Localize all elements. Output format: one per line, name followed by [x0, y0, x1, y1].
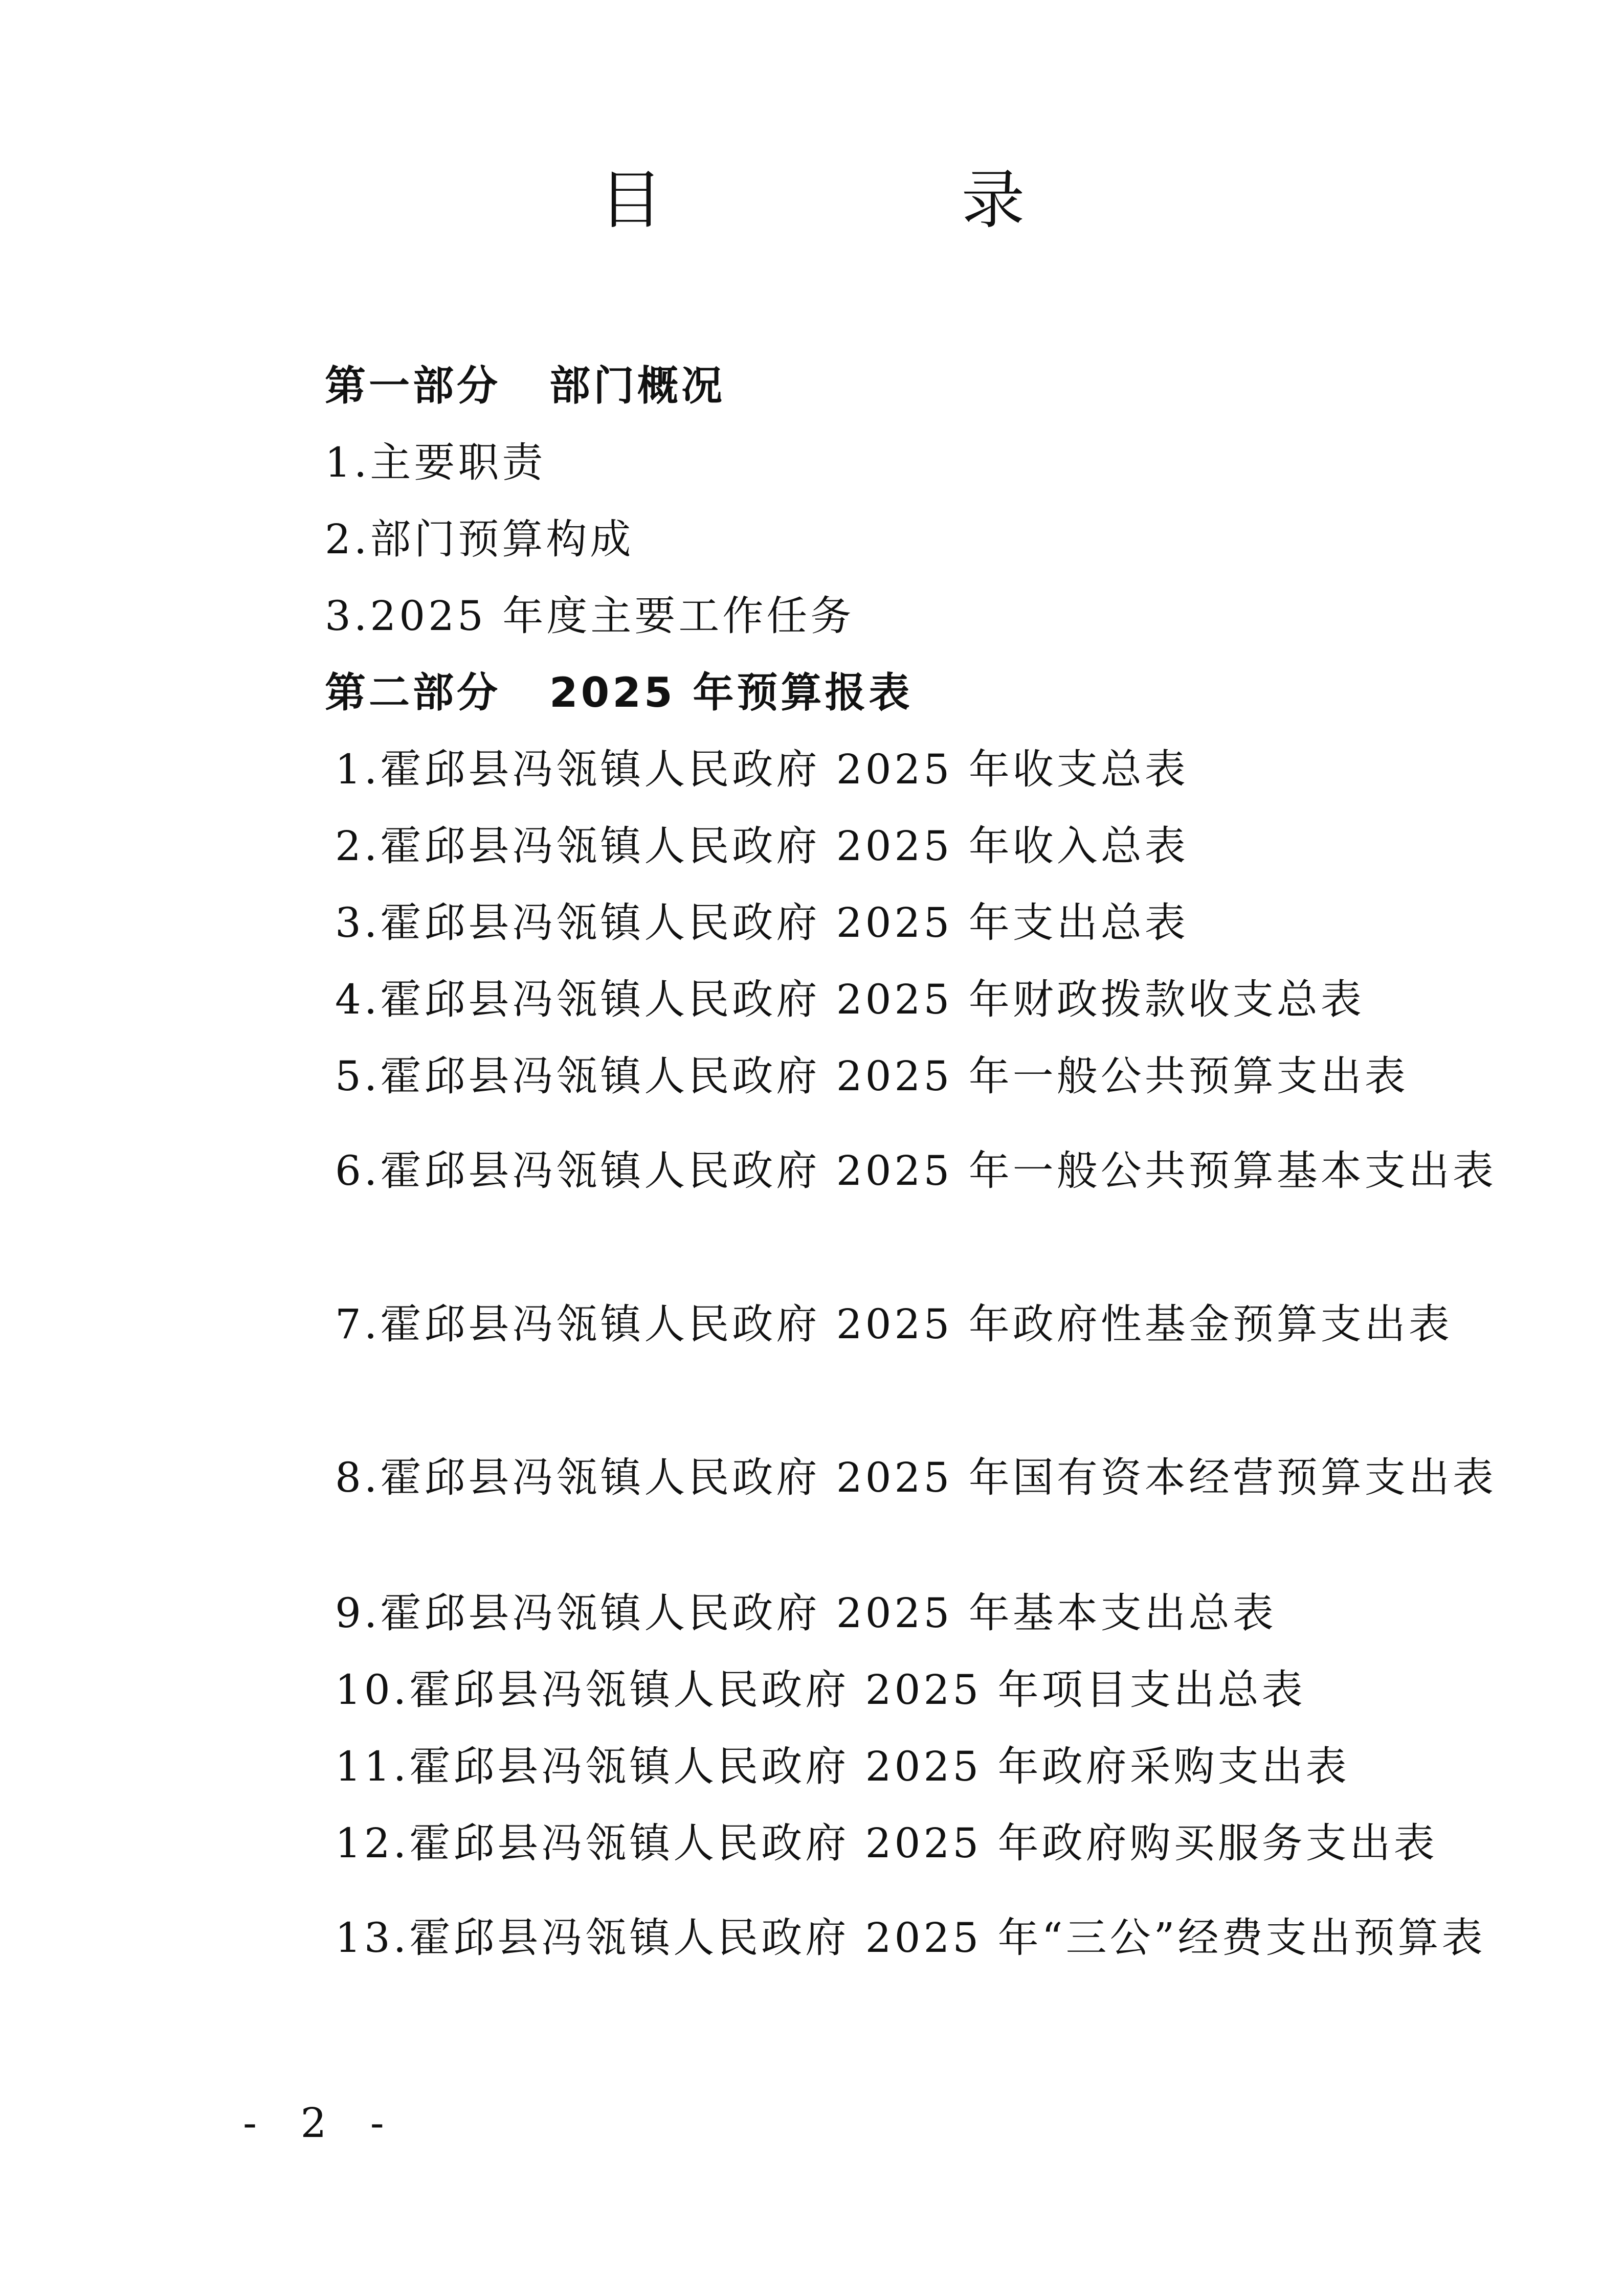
- toc-item-part1-2[interactable]: 2.部门预算构成: [325, 515, 634, 563]
- part2-label: 第二部分: [325, 669, 501, 716]
- part2-title: 2025 年预算报表: [549, 669, 913, 716]
- toc-item-part2-3[interactable]: 3.霍邱县冯瓴镇人民政府 2025 年支出总表: [335, 899, 1189, 947]
- part2-heading[interactable]: [325, 669, 913, 716]
- page-number: - 2 -: [243, 2099, 399, 2147]
- part1-title: 部门概况: [549, 362, 725, 410]
- toc-item-part2-8[interactable]: 8.霍邱县冯瓴镇人民政府 2025 年国有资本经营预算支出表: [335, 1454, 1497, 1501]
- toc-item-part1-3[interactable]: 3.2025 年度主要工作任务: [325, 592, 855, 640]
- toc-item-part2-10[interactable]: 10.霍邱县冯瓴镇人民政府 2025 年项目支出总表: [335, 1666, 1306, 1714]
- toc-item-part2-2[interactable]: 2.霍邱县冯瓴镇人民政府 2025 年收入总表: [335, 822, 1189, 870]
- page-title: 目 录: [599, 164, 1143, 237]
- toc-item-part2-5[interactable]: 5.霍邱县冯瓴镇人民政府 2025 年一般公共预算支出表: [335, 1052, 1409, 1100]
- toc-item-part2-6[interactable]: 6.霍邱县冯瓴镇人民政府 2025 年一般公共预算基本支出表: [335, 1147, 1497, 1195]
- toc-item-part2-9[interactable]: 9.霍邱县冯瓴镇人民政府 2025 年基本支出总表: [335, 1589, 1277, 1637]
- toc-item-part2-4[interactable]: 4.霍邱县冯瓴镇人民政府 2025 年财政拨款收支总表: [335, 976, 1365, 1023]
- toc-item-part2-1[interactable]: 1.霍邱县冯瓴镇人民政府 2025 年收支总表: [335, 746, 1189, 793]
- part1-heading[interactable]: [325, 362, 725, 410]
- toc-item-part2-12[interactable]: 12.霍邱县冯瓴镇人民政府 2025 年政府购买服务支出表: [335, 1819, 1438, 1867]
- part1-label: 第一部分: [325, 362, 501, 410]
- toc-item-part2-7[interactable]: 7.霍邱县冯瓴镇人民政府 2025 年政府性基金预算支出表: [335, 1300, 1453, 1348]
- toc-item-part1-1[interactable]: 1.主要职责: [325, 439, 546, 486]
- toc-item-part2-11[interactable]: 11.霍邱县冯瓴镇人民政府 2025 年政府采购支出表: [335, 1743, 1350, 1790]
- toc-item-part2-13[interactable]: 13.霍邱县冯瓴镇人民政府 2025 年“三公”经费支出预算表: [335, 1914, 1486, 1962]
